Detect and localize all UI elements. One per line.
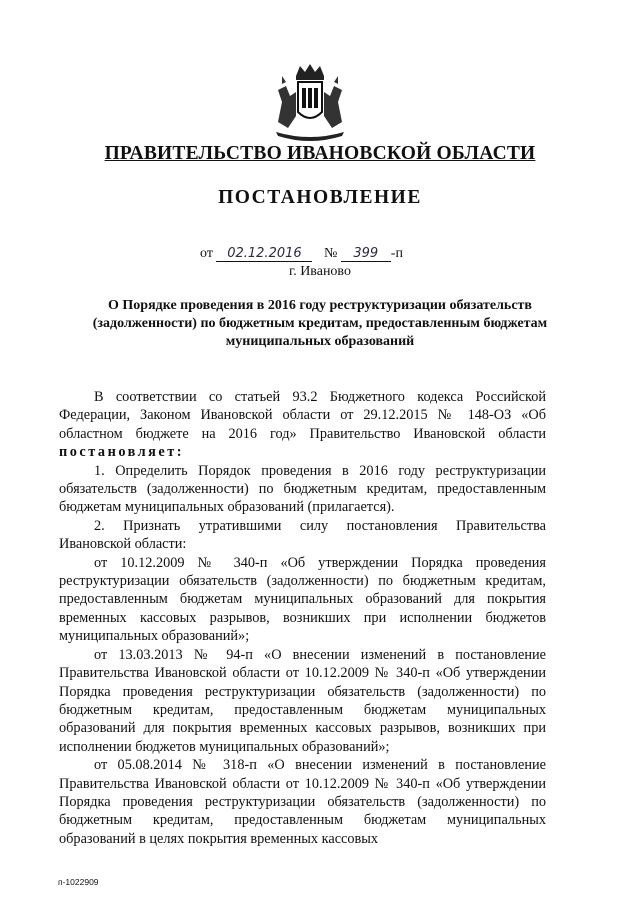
government-name: ПРАВИТЕЛЬСТВО ИВАНОВСКОЙ ОБЛАСТИ [104, 143, 536, 164]
document-title: О Порядке проведения в 2016 году реструктуризации обязательств (задолженности) по бюджетным кредитам, предоставленным бюджетам муниципальных образований [92, 298, 548, 349]
document-number-line [200, 246, 403, 262]
number-suffix: -п [390, 246, 403, 261]
item-paragraph: 2. Признать утратившими силу постановления Правительства Ивановской области: [59, 517, 546, 553]
item-paragraph: от 10.12.2009 № 340-п «Об утверждении Порядка проведения реструктуризации обязательств (задолженности) по бюджетным кредитам, предоставленным бюджетам муниципальных образований для покрытия временных кассовых разрывов, возникших при исполнении бюджетов муниципальных образований»; [59, 554, 546, 645]
item-paragraph: 1. Определить Порядок проведения в 2016 году реструктуризации обязательств (задолженности) по бюджетным кредитам, предоставленным бюджетам муниципальных образований (прилагается). [59, 462, 546, 516]
document-type: ПОСТАНОВЛЕНИЕ [218, 187, 422, 208]
from-label: от [200, 246, 213, 261]
document-body [59, 388, 546, 848]
decree-word: постановляет: [59, 444, 185, 461]
document-date: 02.12.2016 [216, 247, 312, 262]
item-paragraph: от 13.03.2013 № 94-п «О внесении изменений в постановление Правительства Ивановской области от 10.12.2009 № 340-п «Об утверждении Порядка проведения реструктуризации обязательств (задолженности) по бюджетным кредитам, предоставленным бюджетам муниципальных образований для покрытия временных кассовых разрывов, возникших при исполнении бюджетов муниципальных образований»; [59, 646, 546, 755]
item-paragraph: от 05.08.2014 № 318-п «О внесении изменений в постановление Правительства Ивановской области от 10.12.2009 № 340-п «Об утверждении Порядка проведения реструктуризации обязательств (задолженности) по бюджетным кредитам, предоставленным бюджетам муниципальных образований в целях покрытия временных кассовых [59, 757, 546, 847]
city: г. Иваново [289, 264, 351, 279]
footer-code: п-1022909 [58, 877, 99, 887]
intro-paragraph: В соответствии со статьей 93.2 Бюджетного кодекса Российской Федерации, Законом Ивановской области от 29.12.2015 № 148-ОЗ «Об областном бюджете на 2016 год» Правительство Ивановской области постановляет: [59, 389, 546, 461]
document-number: 399 [341, 247, 391, 262]
number-label: № [323, 246, 338, 261]
coat-of-arms-emblem [272, 62, 348, 142]
